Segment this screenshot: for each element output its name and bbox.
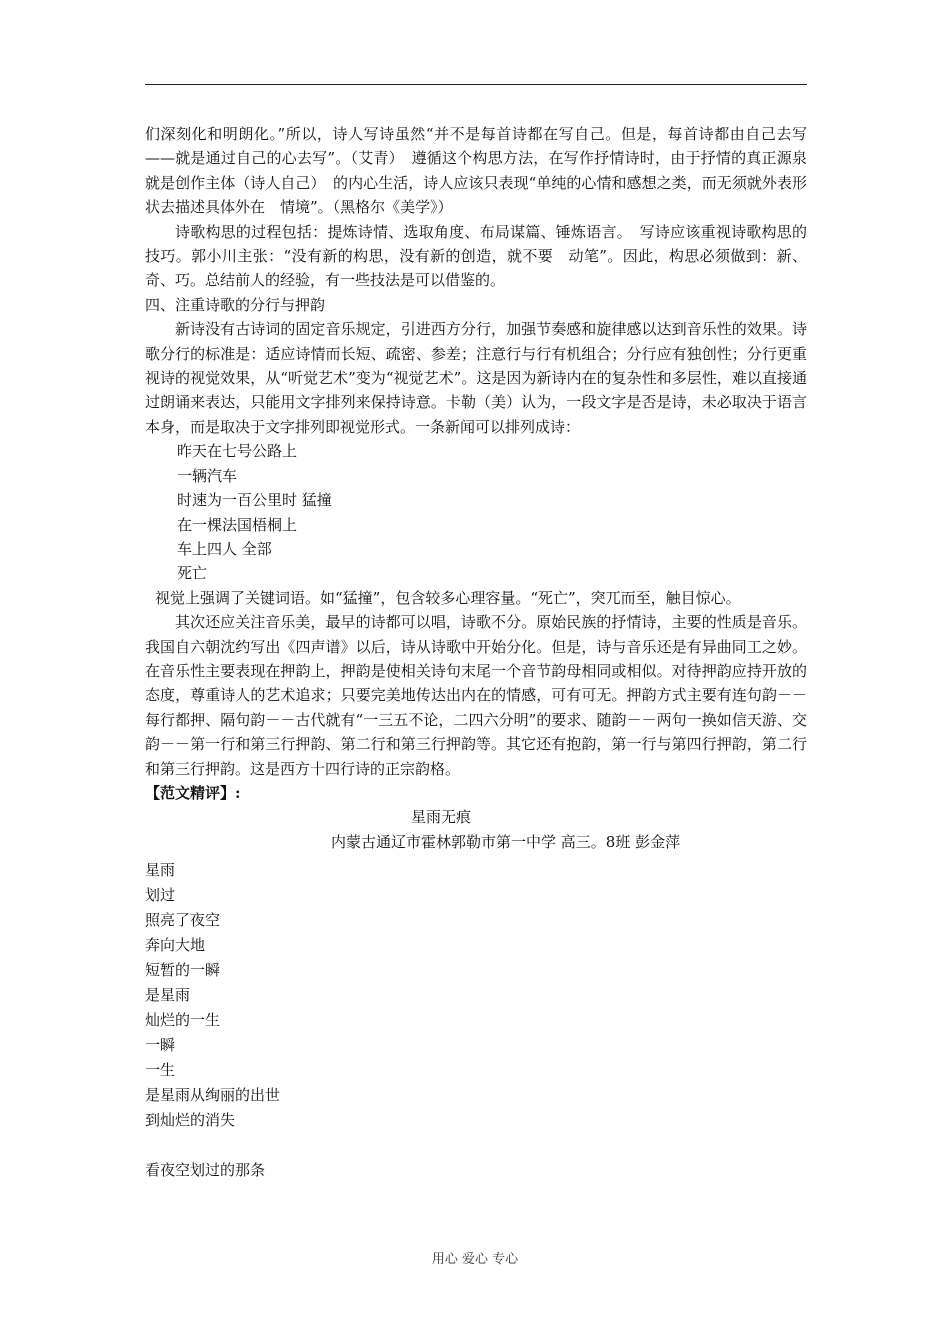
poem-line: 到灿烂的消失 xyxy=(145,1111,236,1130)
document-body xyxy=(145,122,807,1183)
poem-line: 灿烂的一生 xyxy=(145,1011,221,1030)
poem-line: 照亮了夜空 xyxy=(145,911,221,930)
poem-line: 是星雨 xyxy=(145,986,191,1005)
poem-line: 一生 xyxy=(145,1061,176,1080)
poem-line: 星雨 xyxy=(145,861,176,880)
poem-line: 奔向大地 xyxy=(145,936,206,955)
example-poem xyxy=(145,858,807,1183)
news-poem-line: 昨天在七号公路上 xyxy=(177,442,298,461)
paragraph-conception: 诗歌构思的过程包括：提炼诗情、选取角度、布局谋篇、锤炼语言。 写诗应该重视诗歌构思的技巧。郭小川主张：“没有新的构思，没有新的创造，就不要 动笔”。因此，构思必须做到：新、奇、巧。总结前人的经验，有一些技法是可以借鉴的。 xyxy=(145,222,807,290)
news-poem xyxy=(145,439,807,585)
news-poem-line: 死亡 xyxy=(177,564,208,583)
news-poem-line: 在一棵法国梧桐上 xyxy=(177,515,298,534)
news-poem-line: 一辆汽车 xyxy=(177,466,238,485)
section-heading-4: 四、注重诗歌的分行与押韵 xyxy=(145,295,326,314)
stanza-gap xyxy=(145,1133,807,1158)
poem-line: 看夜空划过的那条 xyxy=(145,1161,266,1180)
poem-line: 一瞬 xyxy=(145,1036,176,1055)
paragraph-intro: 们深刻化和明朗化。”所以，诗人写诗虽然“并不是每首诗都在写自己。但是，每首诗都由自己去写——就是通过自己的心去写”。（艾青） 遵循这个构思方法，在写作抒情诗时，由于抒情的真正源泉就是创作主体（诗人自己） 的内心生活，诗人应该只表现“单纯的心情和感想之类，而无须就外表形状去描述具体外在 情境”。（黑格尔《美学》） xyxy=(145,125,807,217)
news-poem-line: 车上四人 全部 xyxy=(177,539,272,558)
news-poem-line: 时速为一百公里时 猛撞 xyxy=(177,491,332,510)
paragraph-rhyme: 其次还应关注音乐美，最早的诗都可以唱，诗歌不分。原始民族的抒情诗，主要的性质是音乐。我国自六朝沈约写出《四声谱》以后，诗从诗歌中开始分化。但是，诗与音乐还是有异曲同工之妙。在音乐性主要表现在押韵上，押韵是使相关诗句末尾一个音节韵母相同或相似。对待押韵应持开放的态度，尊重诗人的艺术追求；只要完美地传达出内在的情感，可有可无。押韵方式主要有连句韵－－每行都押、隔句韵－－古代就有“一三五不论，二四六分明”的要求、随韵－－两句一换如信天游、交韵－－第一行和第三行押韵、第二行和第三行押韵等。其它还有抱韵，第一行与第四行押韵，第二行和第三行押韵。这是西方十四行诗的正宗韵格。 xyxy=(145,613,807,778)
page-footer: 用心 爱心 专心 xyxy=(431,1252,519,1267)
poem-author: 内蒙古通辽市霍林郭勒市第一中学 高三。8班 彭金萍 xyxy=(331,832,681,851)
paragraph-visual-emphasis: 视觉上强调了关键词语。如“猛撞”，包含较多心理容量。“死亡”，突兀而至，触目惊心。 xyxy=(155,588,741,607)
poem-line: 短暂的一瞬 xyxy=(145,961,221,980)
poem-line: 划过 xyxy=(145,886,176,905)
example-section-title: 【范文精评】: xyxy=(145,783,241,802)
header-rule xyxy=(145,84,807,85)
poem-line: 是星雨从绚丽的出世 xyxy=(145,1086,281,1105)
paragraph-line-breaks: 新诗没有古诗词的固定音乐规定，引进西方分行，加强节奏感和旋律感以达到音乐性的效果。诗歌分行的标准是：适应诗情而长短、疏密、参差；注意行与行有机组合；分行应有独创性；分行更重视诗的视觉效果，从“听觉艺术”变为“视觉艺术”。这是因为新诗内在的复杂性和多层性，难以直接通过朗诵来表达，只能用文字排列来保持诗意。卡勒（美）认为，一段文字是否是诗，未必取决于语言本身，而是取决于文字排列即视觉形式。一条新闻可以排列成诗： xyxy=(145,320,807,436)
poem-title: 星雨无痕 xyxy=(411,808,472,827)
